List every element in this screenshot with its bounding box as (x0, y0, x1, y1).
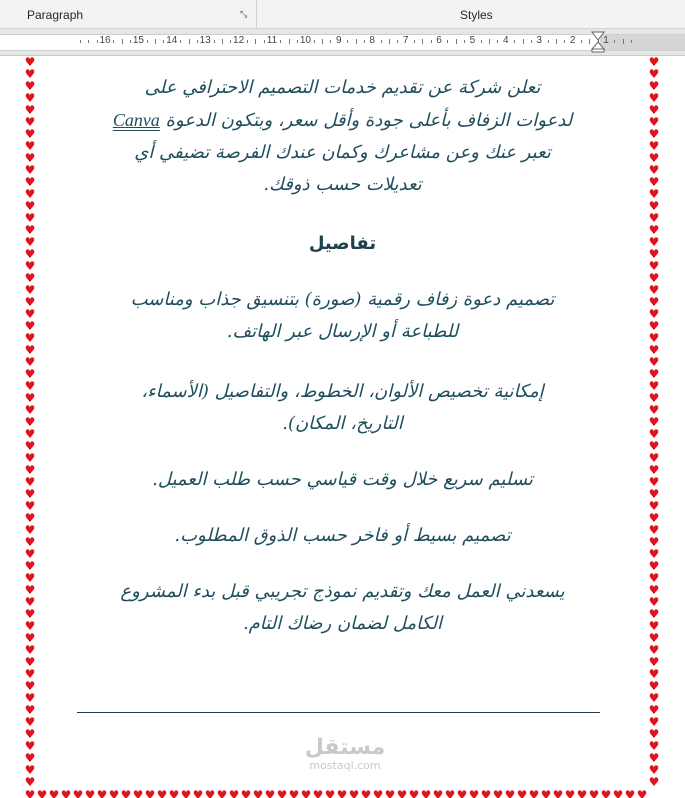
intro-line: لدعوات الزفاف بأعلى جودة وأقل سعر، وبتكون الدعوة Canva (112, 110, 573, 131)
heart-icon: ♥ (648, 595, 660, 609)
document-page[interactable] (0, 56, 685, 797)
heart-icon: ♥ (648, 451, 660, 465)
page-border-bottom (24, 784, 662, 798)
heart-icon: ♥ (24, 151, 36, 165)
heart-icon: ♥ (648, 235, 660, 249)
heart-icon: ♥ (648, 487, 660, 501)
heart-icon: ♥ (648, 56, 660, 69)
heart-icon: ♥ (528, 788, 540, 798)
heart-icon: ♥ (648, 151, 660, 165)
heart-icon: ♥ (648, 571, 660, 585)
ruler-tick (631, 40, 632, 43)
heart-icon: ♥ (24, 295, 36, 309)
heart-icon: ♥ (24, 355, 36, 369)
ruler-tick (322, 39, 323, 44)
heart-icon: ♥ (648, 739, 660, 753)
heart-icon: ♥ (24, 703, 36, 717)
ruler-tick (556, 39, 557, 44)
watermark-name: مستقل (304, 735, 386, 760)
heart-icon: ♥ (132, 788, 144, 798)
heart-icon: ♥ (228, 788, 240, 798)
watermark-logo (300, 736, 390, 772)
item-line: للطباعة أو الإرسال عبر الهاتف. (226, 321, 459, 342)
ruler-tick (280, 40, 281, 43)
heart-icon: ♥ (60, 788, 72, 798)
heart-icon: ♥ (648, 127, 660, 141)
heart-icon: ♥ (348, 788, 360, 798)
heart-icon: ♥ (552, 788, 564, 798)
list-item (60, 376, 625, 440)
ruler-tick (389, 39, 390, 44)
heart-icon: ♥ (648, 631, 660, 645)
details-heading: تفاصيل (308, 233, 377, 254)
heart-icon: ♥ (120, 788, 132, 798)
list-item (60, 464, 625, 496)
ruler-tick (614, 40, 615, 43)
ruler-tick (364, 40, 365, 43)
heart-icon: ♥ (648, 403, 660, 417)
heart-icon: ♥ (648, 295, 660, 309)
heart-icon: ♥ (24, 451, 36, 465)
ruler-tick (88, 40, 89, 43)
heart-icon: ♥ (648, 415, 660, 429)
heart-icon: ♥ (48, 788, 60, 798)
ruler-number: 14 (166, 35, 178, 46)
heart-icon: ♥ (24, 343, 36, 357)
heart-icon: ♥ (156, 788, 168, 798)
ruler-tick (356, 39, 357, 44)
horizontal-ruler[interactable] (0, 29, 685, 56)
heart-icon: ♥ (648, 379, 660, 393)
ruler-tick (230, 40, 231, 43)
heart-icon: ♥ (444, 788, 456, 798)
ruler-tick (330, 40, 331, 43)
heart-icon: ♥ (24, 631, 36, 645)
heart-icon: ♥ (648, 247, 660, 261)
heart-icon: ♥ (648, 775, 660, 789)
heart-icon: ♥ (252, 788, 264, 798)
heart-icon: ♥ (648, 343, 660, 357)
heart-icon: ♥ (24, 487, 36, 501)
heart-icon: ♥ (24, 715, 36, 729)
horizontal-rule (77, 712, 600, 713)
heart-icon: ♥ (648, 211, 660, 225)
heart-icon: ♥ (24, 511, 36, 525)
heart-icon: ♥ (648, 667, 660, 681)
heart-icon: ♥ (648, 559, 660, 573)
ruler-tick (297, 40, 298, 43)
list-item (60, 576, 625, 640)
heart-icon: ♥ (648, 391, 660, 405)
ruler-number: 16 (99, 35, 111, 46)
item-line: الكامل لضمان رضاك التام. (242, 613, 443, 634)
heart-icon: ♥ (96, 788, 108, 798)
heart-icon: ♥ (600, 788, 612, 798)
heart-icon: ♥ (648, 703, 660, 717)
heart-icon: ♥ (24, 91, 36, 105)
heart-icon: ♥ (648, 691, 660, 705)
heart-icon: ♥ (24, 499, 36, 513)
ruler-tick (548, 40, 549, 43)
ruler-tick (581, 40, 582, 43)
heart-icon: ♥ (588, 788, 600, 798)
ruler-tick (255, 39, 256, 44)
heart-icon: ♥ (24, 271, 36, 285)
ruler-number: 9 (336, 35, 342, 46)
ruler-tick (431, 40, 432, 43)
heart-icon: ♥ (24, 427, 36, 441)
heart-icon: ♥ (24, 595, 36, 609)
heart-icon: ♥ (24, 788, 36, 798)
heart-icon: ♥ (24, 367, 36, 381)
heart-icon: ♥ (504, 788, 516, 798)
heart-icon: ♥ (24, 679, 36, 693)
heart-icon: ♥ (468, 788, 480, 798)
heart-icon: ♥ (24, 56, 36, 69)
heart-icon: ♥ (24, 535, 36, 549)
heart-icon: ♥ (180, 788, 192, 798)
heart-icon: ♥ (312, 788, 324, 798)
ruler-tick (130, 40, 131, 43)
heart-icon: ♥ (648, 331, 660, 345)
heart-icon: ♥ (648, 139, 660, 153)
paragraph-group-label: Paragraph (27, 8, 84, 22)
group-separator (256, 0, 257, 28)
ruler-tick (523, 39, 524, 44)
heart-icon: ♥ (24, 235, 36, 249)
heart-icon: ♥ (648, 91, 660, 105)
heart-icon: ♥ (24, 127, 36, 141)
heart-icon: ♥ (36, 788, 48, 798)
heart-icon: ♥ (492, 788, 504, 798)
heart-icon: ♥ (72, 788, 84, 798)
ruler-tick (447, 40, 448, 43)
heart-icon: ♥ (576, 788, 588, 798)
heart-icon: ♥ (24, 175, 36, 189)
heart-icon: ♥ (168, 788, 180, 798)
ruler-number: 1 (603, 35, 609, 46)
heart-icon: ♥ (24, 547, 36, 561)
list-item (60, 284, 625, 348)
ruler-tick (481, 40, 482, 43)
list-item (60, 520, 625, 552)
ruler-tick (113, 40, 114, 43)
ruler-tick (155, 39, 156, 44)
heart-icon: ♥ (636, 788, 648, 798)
heart-icon: ♥ (24, 187, 36, 201)
ruler-tick (264, 40, 265, 43)
heart-icon: ♥ (288, 788, 300, 798)
item-line: تصميم دعوة زفاف رقمية (صورة) بتنسيق جذاب ومناسب (130, 289, 555, 310)
heart-icon: ♥ (432, 788, 444, 798)
ruler-tick (414, 40, 415, 43)
heart-icon: ♥ (24, 247, 36, 261)
heart-icon: ♥ (24, 439, 36, 453)
heart-icon: ♥ (648, 523, 660, 537)
heart-icon: ♥ (516, 788, 528, 798)
heart-icon: ♥ (144, 788, 156, 798)
intro-line: تعبر عنك وعن مشاعرك وكمان عندك الفرصة تضيفي أي (134, 142, 551, 163)
heart-icon: ♥ (24, 751, 36, 765)
heart-icon: ♥ (648, 199, 660, 213)
ruler-tick (222, 39, 223, 44)
ruler-tick (314, 40, 315, 43)
heart-icon: ♥ (648, 751, 660, 765)
heart-icon: ♥ (24, 655, 36, 669)
heart-icon: ♥ (648, 439, 660, 453)
heart-icon: ♥ (24, 415, 36, 429)
ruler-tick (289, 39, 290, 44)
item-line: تسليم سريع خلال وقت قياسي حسب طلب العميل. (152, 469, 533, 490)
heart-icon: ♥ (24, 571, 36, 585)
heart-icon: ♥ (648, 67, 660, 81)
ruler-number: 8 (369, 35, 375, 46)
heart-icon: ♥ (24, 619, 36, 633)
heart-icon: ♥ (648, 223, 660, 237)
heart-icon: ♥ (648, 175, 660, 189)
heart-icon: ♥ (648, 307, 660, 321)
heart-icon: ♥ (396, 788, 408, 798)
heart-icon: ♥ (24, 223, 36, 237)
heart-icon: ♥ (648, 763, 660, 777)
ruler-tick (214, 40, 215, 43)
heart-icon: ♥ (648, 475, 660, 489)
heart-icon: ♥ (564, 788, 576, 798)
styles-group-label: Styles (460, 8, 493, 22)
ruler-tick (489, 39, 490, 44)
heart-icon: ♥ (648, 655, 660, 669)
heart-icon: ♥ (648, 355, 660, 369)
ruler-tick (514, 40, 515, 43)
heart-icon: ♥ (264, 788, 276, 798)
item-line: تصميم بسيط أو فاخر حسب الذوق المطلوب. (174, 525, 511, 546)
heart-icon: ♥ (648, 583, 660, 597)
heart-icon: ♥ (648, 367, 660, 381)
heart-icon: ♥ (240, 788, 252, 798)
ruler-tick (180, 40, 181, 43)
heart-icon: ♥ (24, 523, 36, 537)
heart-icon: ♥ (24, 211, 36, 225)
ruler-number: 10 (299, 35, 311, 46)
heart-icon: ♥ (24, 283, 36, 297)
heart-icon: ♥ (24, 583, 36, 597)
heart-icon: ♥ (648, 283, 660, 297)
heart-icon: ♥ (108, 788, 120, 798)
heart-icon: ♥ (24, 259, 36, 273)
ruler-number: 7 (402, 35, 409, 46)
heart-icon: ♥ (84, 788, 96, 798)
ruler-tick (564, 40, 565, 43)
heart-icon: ♥ (24, 463, 36, 477)
heart-icon: ♥ (648, 319, 660, 333)
ruler-tick (97, 40, 98, 43)
heart-icon: ♥ (648, 619, 660, 633)
heart-icon: ♥ (648, 715, 660, 729)
ribbon-group-strip (0, 0, 685, 29)
heart-icon: ♥ (384, 788, 396, 798)
ruler-margin (600, 34, 685, 51)
ruler-tick (531, 40, 532, 43)
heart-icon: ♥ (24, 403, 36, 417)
ruler-tick (147, 40, 148, 43)
heart-icon: ♥ (24, 307, 36, 321)
heart-icon: ♥ (456, 788, 468, 798)
heart-icon: ♥ (540, 788, 552, 798)
heart-icon: ♥ (24, 199, 36, 213)
heart-icon: ♥ (216, 788, 228, 798)
heart-icon: ♥ (24, 139, 36, 153)
ruler-tick (347, 40, 348, 43)
ruler-tick (247, 40, 248, 43)
heart-icon: ♥ (648, 499, 660, 513)
heart-icon: ♥ (648, 79, 660, 93)
ruler-tick (464, 40, 465, 43)
ruler-tick (497, 40, 498, 43)
item-line: يسعدني العمل معك وتقديم نموذج تجريبي قبل بدء المشروع (120, 581, 565, 602)
heart-icon: ♥ (300, 788, 312, 798)
ruler-number: 12 (233, 35, 245, 46)
heart-icon: ♥ (24, 331, 36, 345)
heart-icon: ♥ (24, 103, 36, 117)
heart-icon: ♥ (24, 607, 36, 621)
ruler-number: 11 (266, 35, 278, 46)
heart-icon: ♥ (648, 679, 660, 693)
heart-icon: ♥ (24, 763, 36, 777)
heart-icon: ♥ (648, 163, 660, 177)
page-border-right (648, 56, 662, 797)
ruler-tick (456, 39, 457, 44)
heart-icon: ♥ (648, 259, 660, 273)
item-line: إمكانية تخصيص الألوان، الخطوط، والتفاصيل (الأسماء، (141, 381, 544, 402)
ruler-tick (80, 40, 81, 43)
ruler-number: 2 (569, 35, 576, 46)
heart-icon: ♥ (336, 788, 348, 798)
ruler-tick (189, 39, 190, 44)
ruler-tick (422, 39, 423, 44)
ruler-tick (122, 39, 123, 44)
indent-marker-icon[interactable] (591, 31, 605, 53)
heart-icon: ♥ (24, 643, 36, 657)
heart-icon: ♥ (624, 788, 636, 798)
page-border-left (24, 56, 38, 797)
heart-icon: ♥ (648, 187, 660, 201)
dialog-launcher-icon[interactable]: ⤡ (240, 9, 248, 19)
ruler-number: 13 (199, 35, 211, 46)
heart-icon: ♥ (24, 691, 36, 705)
intro-line: تعديلات حسب ذوقك. (263, 174, 422, 195)
heart-icon: ♥ (24, 475, 36, 489)
heart-icon: ♥ (192, 788, 204, 798)
heart-icon: ♥ (648, 511, 660, 525)
heart-icon: ♥ (24, 775, 36, 789)
heart-icon: ♥ (648, 607, 660, 621)
heart-icon: ♥ (648, 547, 660, 561)
watermark-domain: mostaql.com (309, 759, 381, 772)
ruler-tick (381, 40, 382, 43)
heart-icon: ♥ (24, 163, 36, 177)
heart-icon: ♥ (648, 103, 660, 117)
intro-paragraph (60, 72, 625, 201)
heart-icon: ♥ (420, 788, 432, 798)
heart-icon: ♥ (24, 319, 36, 333)
heart-icon: ♥ (24, 739, 36, 753)
heart-icon: ♥ (648, 643, 660, 657)
item-line: التاريخ، المكان). (282, 413, 403, 434)
intro-line: تعلن شركة عن تقديم خدمات التصميم الاحترافي على (144, 77, 541, 98)
heart-icon: ♥ (24, 67, 36, 81)
ruler-number: 3 (536, 35, 542, 46)
heart-icon: ♥ (408, 788, 420, 798)
heart-icon: ♥ (24, 559, 36, 573)
heart-icon: ♥ (24, 79, 36, 93)
heart-icon: ♥ (648, 463, 660, 477)
heart-icon: ♥ (648, 115, 660, 129)
heart-icon: ♥ (24, 115, 36, 129)
heart-icon: ♥ (648, 271, 660, 285)
heart-icon: ♥ (648, 727, 660, 741)
heart-icon: ♥ (360, 788, 372, 798)
ruler-number: 5 (469, 35, 476, 46)
ruler-tick (163, 40, 164, 43)
canva-word: Canva (112, 110, 160, 130)
ruler-tick (623, 39, 624, 44)
heart-icon: ♥ (24, 379, 36, 393)
ruler-tick (397, 40, 398, 43)
heart-icon: ♥ (204, 788, 216, 798)
heart-icon: ♥ (24, 667, 36, 681)
ruler-number: 4 (503, 35, 509, 46)
heart-icon: ♥ (612, 788, 624, 798)
heart-icon: ♥ (648, 427, 660, 441)
heart-icon: ♥ (24, 391, 36, 405)
heart-icon: ♥ (648, 535, 660, 549)
ruler-tick (197, 40, 198, 43)
heart-icon: ♥ (372, 788, 384, 798)
heart-icon: ♥ (480, 788, 492, 798)
heart-icon: ♥ (276, 788, 288, 798)
heart-icon: ♥ (24, 727, 36, 741)
ruler-number: 15 (132, 35, 144, 46)
heart-icon: ♥ (324, 788, 336, 798)
ruler-number: 6 (436, 35, 442, 46)
